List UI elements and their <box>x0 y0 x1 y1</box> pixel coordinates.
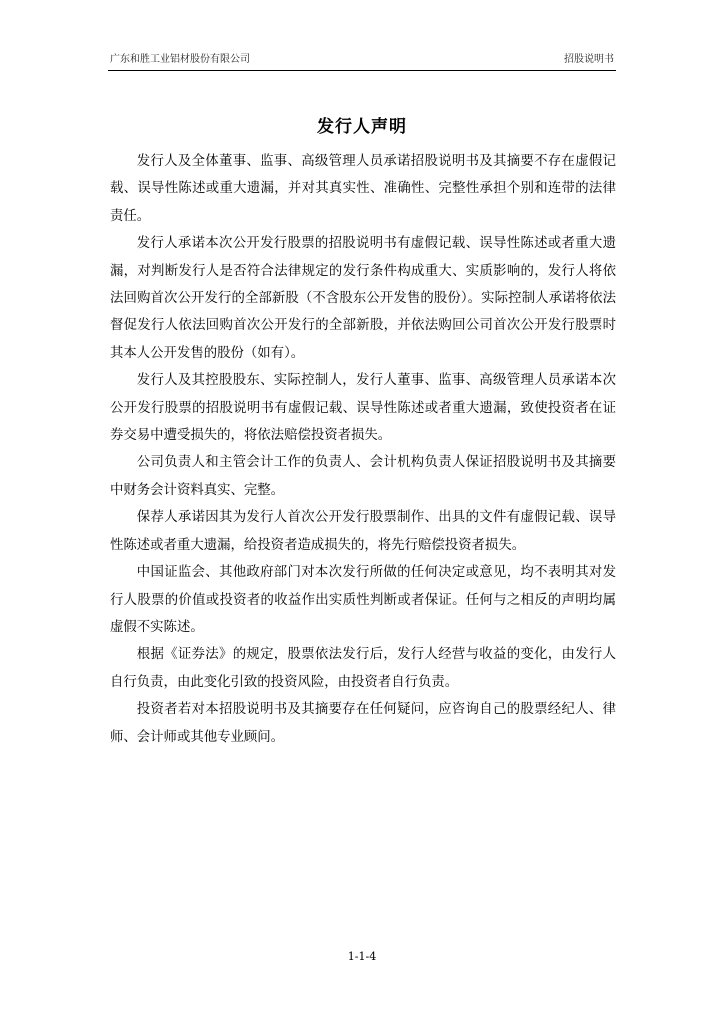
paragraph-1: 发行人及全体董事、监事、高级管理人员承诺招股说明书及其摘要不存在虚假记载、误导性陈述或重大遗漏，并对其真实性、准确性、完整性承担个别和连带的法律责任。 <box>110 154 616 224</box>
paragraph-6: 中国证监会、其他政府部门对本次发行所做的任何决定或意见，均不表明其对发行人股票的价值或投资者的收益作出实质性判断或者保证。任何与之相反的声明均属虚假不实陈述。 <box>110 565 616 635</box>
paragraph-5: 保荐人承诺因其为发行人首次公开发行股票制作、出具的文件有虚假记载、误导性陈述或者重大遗漏，给投资者造成损失的，将先行赔偿投资者损失。 <box>110 510 616 553</box>
statement-body <box>110 148 616 751</box>
header-company-name: 广东和胜工业铝材股份有限公司 <box>110 54 250 65</box>
page-number: 1-1-4 <box>347 950 377 963</box>
page-header <box>108 54 616 71</box>
paragraph-2: 发行人承诺本次公开发行股票的招股说明书有虚假记载、误导性陈述或者重大遗漏，对判断发行人是否符合法律规定的发行条件构成重大、实质影响的，发行人将依法回购首次公开发行的全部新股（不含股东公开发售的股份）。实际控制人承诺将依法督促发行人依法回购首次公开发行的全部新股，并依法购回公司首次公开发行股票时其本人公开发售的股份（如有）。 <box>110 236 616 361</box>
header-document-type: 招股说明书 <box>564 54 614 65</box>
paragraph-3: 发行人及其控股股东、实际控制人，发行人董事、监事、高级管理人员承诺本次公开发行股票的招股说明书有虚假记载、误导性陈述或者重大遗漏，致使投资者在证券交易中遭受损失的，将依法赔偿投资者损失。 <box>110 373 616 444</box>
page-title: 发行人声明 <box>317 117 407 137</box>
paragraph-7: 根据《证券法》的规定，股票依法发行后，发行人经营与收益的变化，由发行人自行负责，由此变化引致的投资风险，由投资者自行负责。 <box>110 647 616 690</box>
paragraph-8: 投资者若对本招股说明书及其摘要存在任何疑问，应咨询自己的股票经纪人、律师、会计师或其他专业顾问。 <box>110 702 616 745</box>
paragraph-4: 公司负责人和主管会计工作的负责人、会计机构负责人保证招股说明书及其摘要中财务会计资料真实、完整。 <box>110 455 616 498</box>
